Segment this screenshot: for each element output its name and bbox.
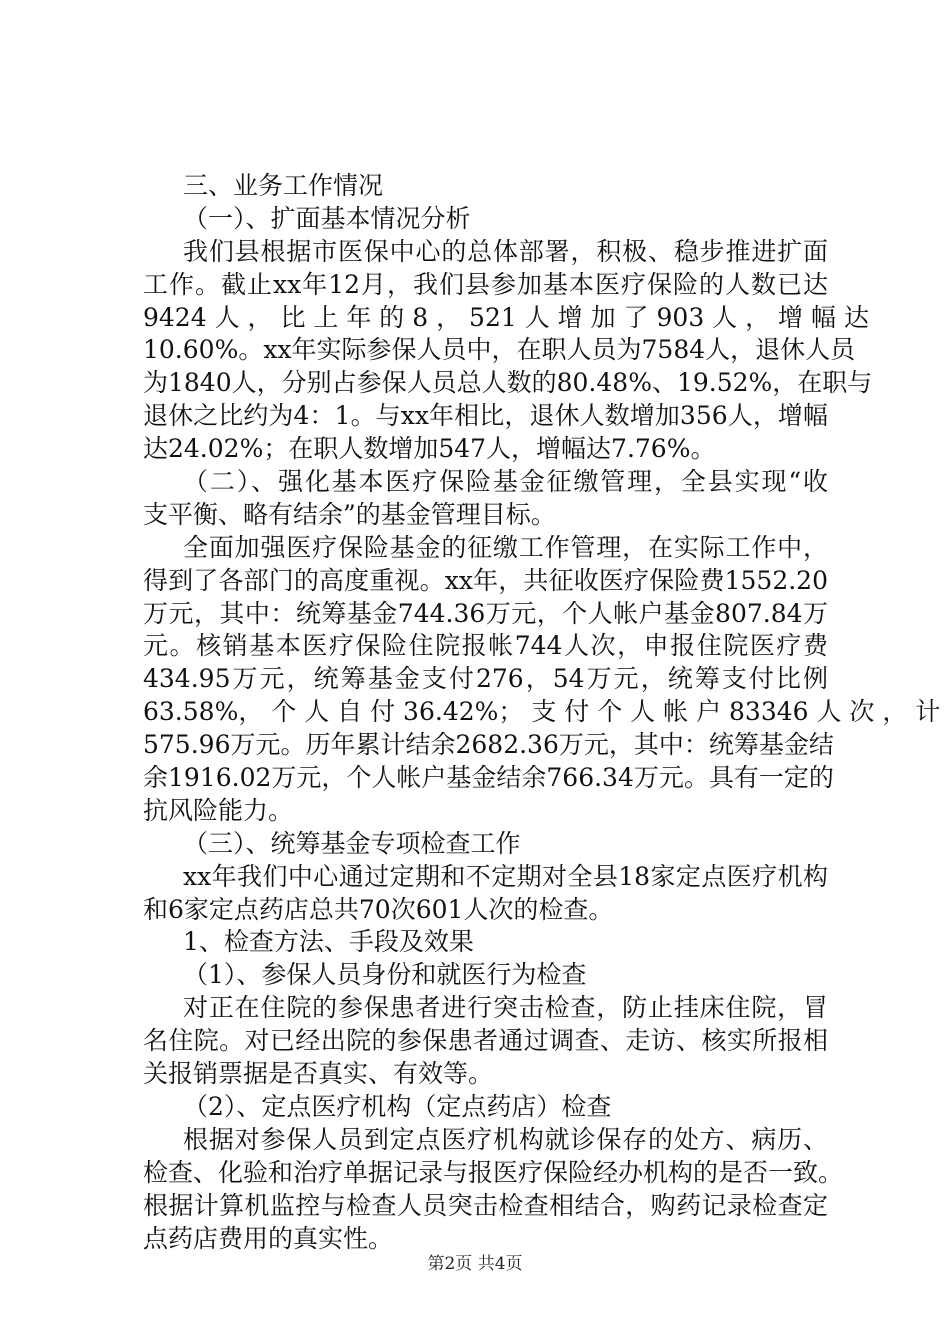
text-line: 名住院。对已经出院的参保患者通过调查、走访、核实所报相 (143, 1026, 828, 1056)
text-line: 和6家定点药店总共70次601人次的检查。 (143, 894, 614, 924)
text-line: 支平衡、略有结余”的基金管理目标。 (143, 499, 556, 529)
text-line: 抗风险能力。 (143, 795, 294, 825)
text-line: （2）、定点医疗机构（定点药店）检查 (183, 1091, 612, 1121)
text-line: 9424 人 ， 比 上 年 的 8 ， 521 人 增 加 了 903 人 ， 增 幅 达 (143, 302, 869, 332)
text-line: 元。核销基本医疗保险住院报帐744人次，申报住院医疗费 (143, 631, 828, 661)
text-line: 全面加强医疗保险基金的征缴工作管理，在实际工作中， (183, 532, 828, 562)
text-line: 434.95万元，统筹基金支付276，54万元，统筹支付比例 (143, 664, 828, 694)
text-line: 63.58%， 个 人 自 付 36.42%； 支 付 个 人 帐 户 83346 人 次 ， 计 (143, 697, 941, 727)
text-line: （三）、统筹基金专项检查工作 (183, 828, 521, 858)
text-line: 关报销票据是否真实、有效等。 (143, 1059, 494, 1089)
text-line: 万元，其中：统筹基金744.36万元，个人帐户基金807.84万 (143, 598, 828, 628)
text-line: 三、业务工作情况 (183, 171, 384, 200)
text-line: （一）、扩面基本情况分析 (183, 203, 471, 233)
text-line: 对正在住院的参保患者进行突击检查，防止挂床住院，冒 (183, 993, 828, 1023)
text-line: 10.60%。xx年实际参保人员中，在职人员为7584人，退休人员 (143, 335, 856, 365)
text-line: 工作。截止xx年12月，我们县参加基本医疗保险的人数已达 (143, 269, 828, 299)
text-line: 达24.02%；在职人数增加547人，增幅达7.76%。 (143, 434, 716, 464)
page-footer: 第2页 共4页 (427, 1254, 523, 1274)
text-line: 为1840人，分别占参保人员总人数的80.48%、19.52%，在职与 (143, 368, 873, 398)
text-line: 根据对参保人员到定点医疗机构就诊保存的处方、病历、 (183, 1124, 828, 1154)
text-line: （1）、参保人员身份和就医行为检查 (183, 960, 587, 990)
document-body (143, 170, 941, 1255)
text-line: 我们县根据市医保中心的总体部署，积极、稳步推进扩面 (183, 236, 828, 266)
text-line: 点药店费用的真实性。 (143, 1223, 394, 1253)
text-line: 退休之比约为4：1。与xx年相比，退休人数增加356人，增幅 (143, 401, 828, 431)
text-line: 检查、化验和治疗单据记录与报医疗保险经办机构的是否一致。 (143, 1157, 844, 1187)
text-line: 余1916.02万元，个人帐户基金结余766.34万元。具有一定的 (143, 763, 834, 793)
text-line: 根据计算机监控与检查人员突击检查相结合，购药记录检查定 (143, 1190, 828, 1220)
text-line: 得到了各部门的高度重视。xx年，共征收医疗保险费1552.20 (143, 565, 828, 595)
text-line: （二）、强化基本医疗保险基金征缴管理，全县实现“收 (183, 467, 828, 497)
text-line: xx年我们中心通过定期和不定期对全县18家定点医疗机构 (183, 861, 828, 891)
text-line: 575.96万元。历年累计结余2682.36万元，其中：统筹基金结 (143, 730, 834, 760)
text-line: 1、检查方法、手段及效果 (183, 927, 474, 957)
